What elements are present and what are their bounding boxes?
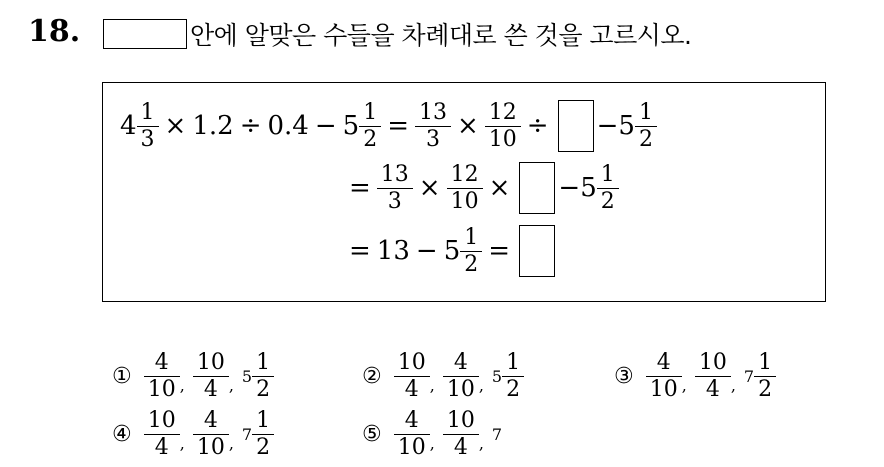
mixed-whole: 5 xyxy=(580,173,597,203)
choice-marker: ② xyxy=(362,364,382,389)
fraction: $\frac{1}{2}$ xyxy=(599,164,617,213)
fraction: $\frac{13}{3}$ xyxy=(379,164,411,213)
decimal-value: 0.4 xyxy=(267,111,309,141)
mixed-whole: 7 xyxy=(743,367,755,386)
mixed-whole: 5 xyxy=(491,367,503,386)
separator: , xyxy=(681,376,687,395)
equals-sign: = xyxy=(349,236,371,266)
question-text: 안에 알맞은 수들을 차례대로 쓴 것을 고르시오. xyxy=(190,21,692,50)
fraction: $\frac{4}{10}$ xyxy=(648,352,680,401)
fraction: $\frac{10}{4}$ xyxy=(195,352,227,401)
fraction: $\frac{1}{2}$ xyxy=(504,352,522,401)
question-number: 18. xyxy=(28,14,81,49)
answer-box-2[interactable] xyxy=(519,162,555,214)
fraction: $\frac{4}{10}$ xyxy=(195,410,227,459)
equation-line-1 xyxy=(120,100,657,152)
answer-box-3[interactable] xyxy=(519,225,555,277)
fraction: $\frac{1}{2}$ xyxy=(254,410,272,459)
fraction: $\frac{1}{2}$ xyxy=(254,352,272,401)
mixed-whole: 5 xyxy=(241,367,253,386)
answer-blank-box xyxy=(103,19,187,49)
separator: , xyxy=(228,434,234,453)
fraction: $\frac{1}{2}$ xyxy=(637,102,655,151)
fraction: $\frac{12}{10}$ xyxy=(449,164,481,213)
operator: × xyxy=(418,173,441,203)
choice-2[interactable] xyxy=(362,352,524,401)
answer-box-1[interactable] xyxy=(558,100,594,152)
fraction: $\frac{10}{4}$ xyxy=(146,410,178,459)
fraction: $\frac{1}{2}$ xyxy=(462,227,480,276)
fraction: $\frac{4}{10}$ xyxy=(396,410,428,459)
separator: , xyxy=(478,376,484,395)
whole-number: 7 xyxy=(491,425,503,444)
mixed-whole: 5 xyxy=(618,111,635,141)
separator: , xyxy=(179,376,185,395)
fraction: $\frac{1}{3}$ xyxy=(139,102,157,151)
fraction: $\frac{13}{3}$ xyxy=(417,102,449,151)
fraction: $\frac{12}{10}$ xyxy=(487,102,519,151)
operator: ÷ xyxy=(526,111,549,141)
question-line xyxy=(103,16,691,52)
operator: − xyxy=(415,236,438,266)
separator: , xyxy=(478,434,484,453)
separator: , xyxy=(429,434,435,453)
mixed-whole: 7 xyxy=(241,425,253,444)
operator: × xyxy=(164,111,187,141)
choice-3[interactable] xyxy=(614,352,776,401)
mixed-whole: 5 xyxy=(443,236,461,266)
separator: , xyxy=(228,376,234,395)
equals-sign: = xyxy=(488,236,511,266)
integer-value: 13 xyxy=(376,236,410,266)
choice-marker: ⑤ xyxy=(362,422,382,447)
fraction: $\frac{1}{2}$ xyxy=(756,352,774,401)
operator: − xyxy=(596,111,619,141)
separator: , xyxy=(179,434,185,453)
choice-5[interactable] xyxy=(362,410,502,459)
fraction: $\frac{1}{2}$ xyxy=(361,102,379,151)
equals-sign: = xyxy=(387,111,409,141)
choice-marker: ① xyxy=(112,364,132,389)
separator: , xyxy=(429,376,435,395)
equals-sign: = xyxy=(349,173,371,203)
fraction: $\frac{10}{4}$ xyxy=(445,410,477,459)
equation-line-3 xyxy=(343,225,558,277)
operator: ÷ xyxy=(239,111,262,141)
choice-marker: ③ xyxy=(614,364,634,389)
choice-marker: ④ xyxy=(112,422,132,447)
operator: − xyxy=(558,173,581,203)
fraction: $\frac{10}{4}$ xyxy=(396,352,428,401)
fraction: $\frac{10}{4}$ xyxy=(697,352,729,401)
operator: − xyxy=(314,111,337,141)
operator: × xyxy=(457,111,479,141)
fraction: $\frac{4}{10}$ xyxy=(445,352,477,401)
mixed-whole: 4 xyxy=(120,111,137,141)
choice-4[interactable] xyxy=(112,410,274,459)
operator: × xyxy=(488,173,511,203)
separator: , xyxy=(730,376,736,395)
equation-line-2 xyxy=(343,162,619,214)
decimal-value: 1.2 xyxy=(192,111,234,141)
choice-1[interactable] xyxy=(112,352,274,401)
fraction: $\frac{4}{10}$ xyxy=(146,352,178,401)
mixed-whole: 5 xyxy=(342,111,360,141)
